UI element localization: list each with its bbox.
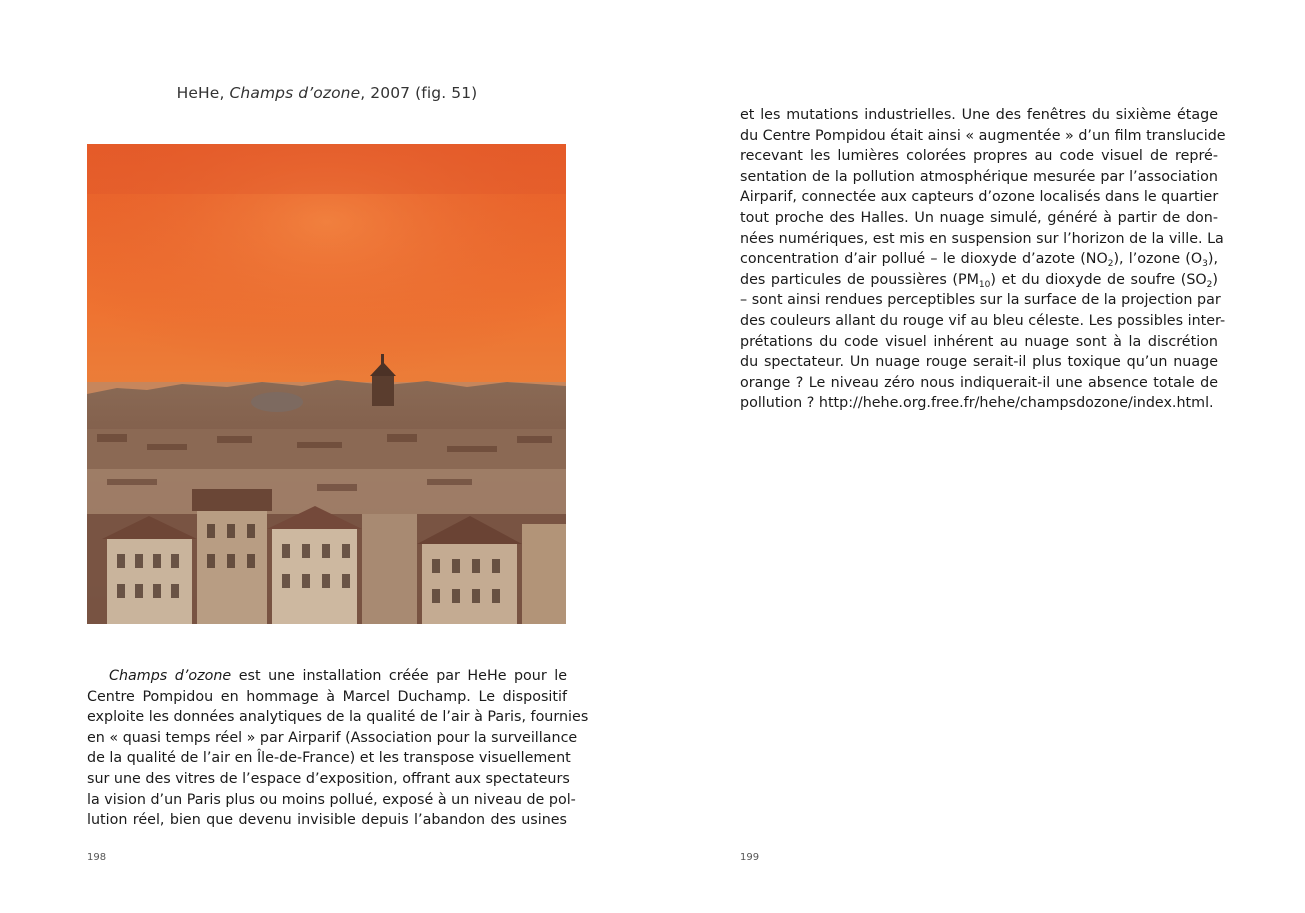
caption-author: HeHe, <box>176 84 230 102</box>
text-line: pollution ? http://hehe.org.free.fr/hehe/champsdozone/index.html. <box>740 395 1214 412</box>
text-line: exploite les données analytiques de la qualité de l’air à Paris, fournies <box>87 709 589 726</box>
page-number-left: 198 <box>87 852 107 863</box>
right-page <box>652 0 1305 913</box>
left-page <box>0 0 652 913</box>
line-fragment: ), l’ozone (O <box>1113 251 1203 268</box>
line-fragment: est une installation créée par HeHe pour le <box>231 668 568 684</box>
right-body-paragraph <box>740 105 1226 414</box>
text-line: la vision d’un Paris plus ou moins pollué, exposé à un niveau de pol- <box>87 791 576 808</box>
subscript: 10 <box>978 279 991 290</box>
text-line: sur une des vitres de l’espace d’exposition, offrant aux spectateurs <box>87 770 570 787</box>
text-line: nées numériques, est mis en suspension sur l’horizon de la ville. La <box>740 230 1224 247</box>
text-line: des couleurs allant du rouge vif au bleu céleste. Les possibles inter- <box>740 312 1226 329</box>
line-fragment: des particules de poussières (PM <box>740 271 979 288</box>
text-line: orange ? Le niveau zéro nous indiquerait-il une absence totale de <box>740 374 1218 391</box>
left-body-paragraph <box>87 666 589 831</box>
text-line: tout proche des Halles. Un nuage simulé, généré à partir de don- <box>740 209 1218 226</box>
figure-caption <box>88 84 566 102</box>
line-fragment: ), <box>1207 251 1218 268</box>
caption-title: Champs d’ozone <box>229 84 361 102</box>
text-line: sentation de la pollution atmosphérique mesurée par l’association <box>740 168 1218 185</box>
text-line <box>740 270 1218 291</box>
subscript: 2 <box>1107 259 1114 270</box>
line-fragment: ) <box>1212 271 1218 288</box>
text-line: prétations du code visuel inhérent au nuage sont à la discrétion <box>740 333 1218 350</box>
line-fragment: ) et du dioxyde de soufre (SO <box>990 271 1207 288</box>
subscript: 2 <box>1206 279 1213 290</box>
line-fragment: concentration d’air pollué – le dioxyde d’azote (NO <box>740 251 1108 268</box>
text-line: de la qualité de l’air en Île-de-France) et les transpose visuellement <box>87 750 571 767</box>
text-line: – sont ainsi rendues perceptibles sur la surface de la projection par <box>740 292 1221 309</box>
text-line: Airparif, connectée aux capteurs d’ozone localisés dans le quartier <box>740 189 1219 206</box>
paris-skyline-image <box>87 144 566 624</box>
text-line: et les mutations industrielles. Une des fenêtres du sixième étage <box>740 107 1218 123</box>
text-line: lution réel, bien que devenu invisible depuis l’abandon des usines <box>87 812 567 829</box>
text-line: en « quasi temps réel » par Airparif (Association pour la surveillance <box>87 729 578 746</box>
text-line: Centre Pompidou en hommage à Marcel Duchamp. Le dispositif <box>87 688 567 705</box>
lead-italic-title: Champs d’ozone <box>109 668 232 684</box>
artwork-photo <box>87 144 566 624</box>
text-line: recevant les lumières colorées propres au code visuel de repré- <box>740 148 1218 165</box>
subscript: 3 <box>1202 259 1208 270</box>
caption-rest: , 2007 (fig. 51) <box>360 84 478 102</box>
text-line: du spectateur. Un nuage rouge serait-il plus toxique qu’un nuage <box>740 354 1218 371</box>
text-line: du Centre Pompidou était ainsi « augmentée » d’un film translucide <box>740 127 1226 144</box>
text-line <box>87 666 567 687</box>
page-number-right: 199 <box>740 852 760 863</box>
text-line <box>740 249 1218 270</box>
